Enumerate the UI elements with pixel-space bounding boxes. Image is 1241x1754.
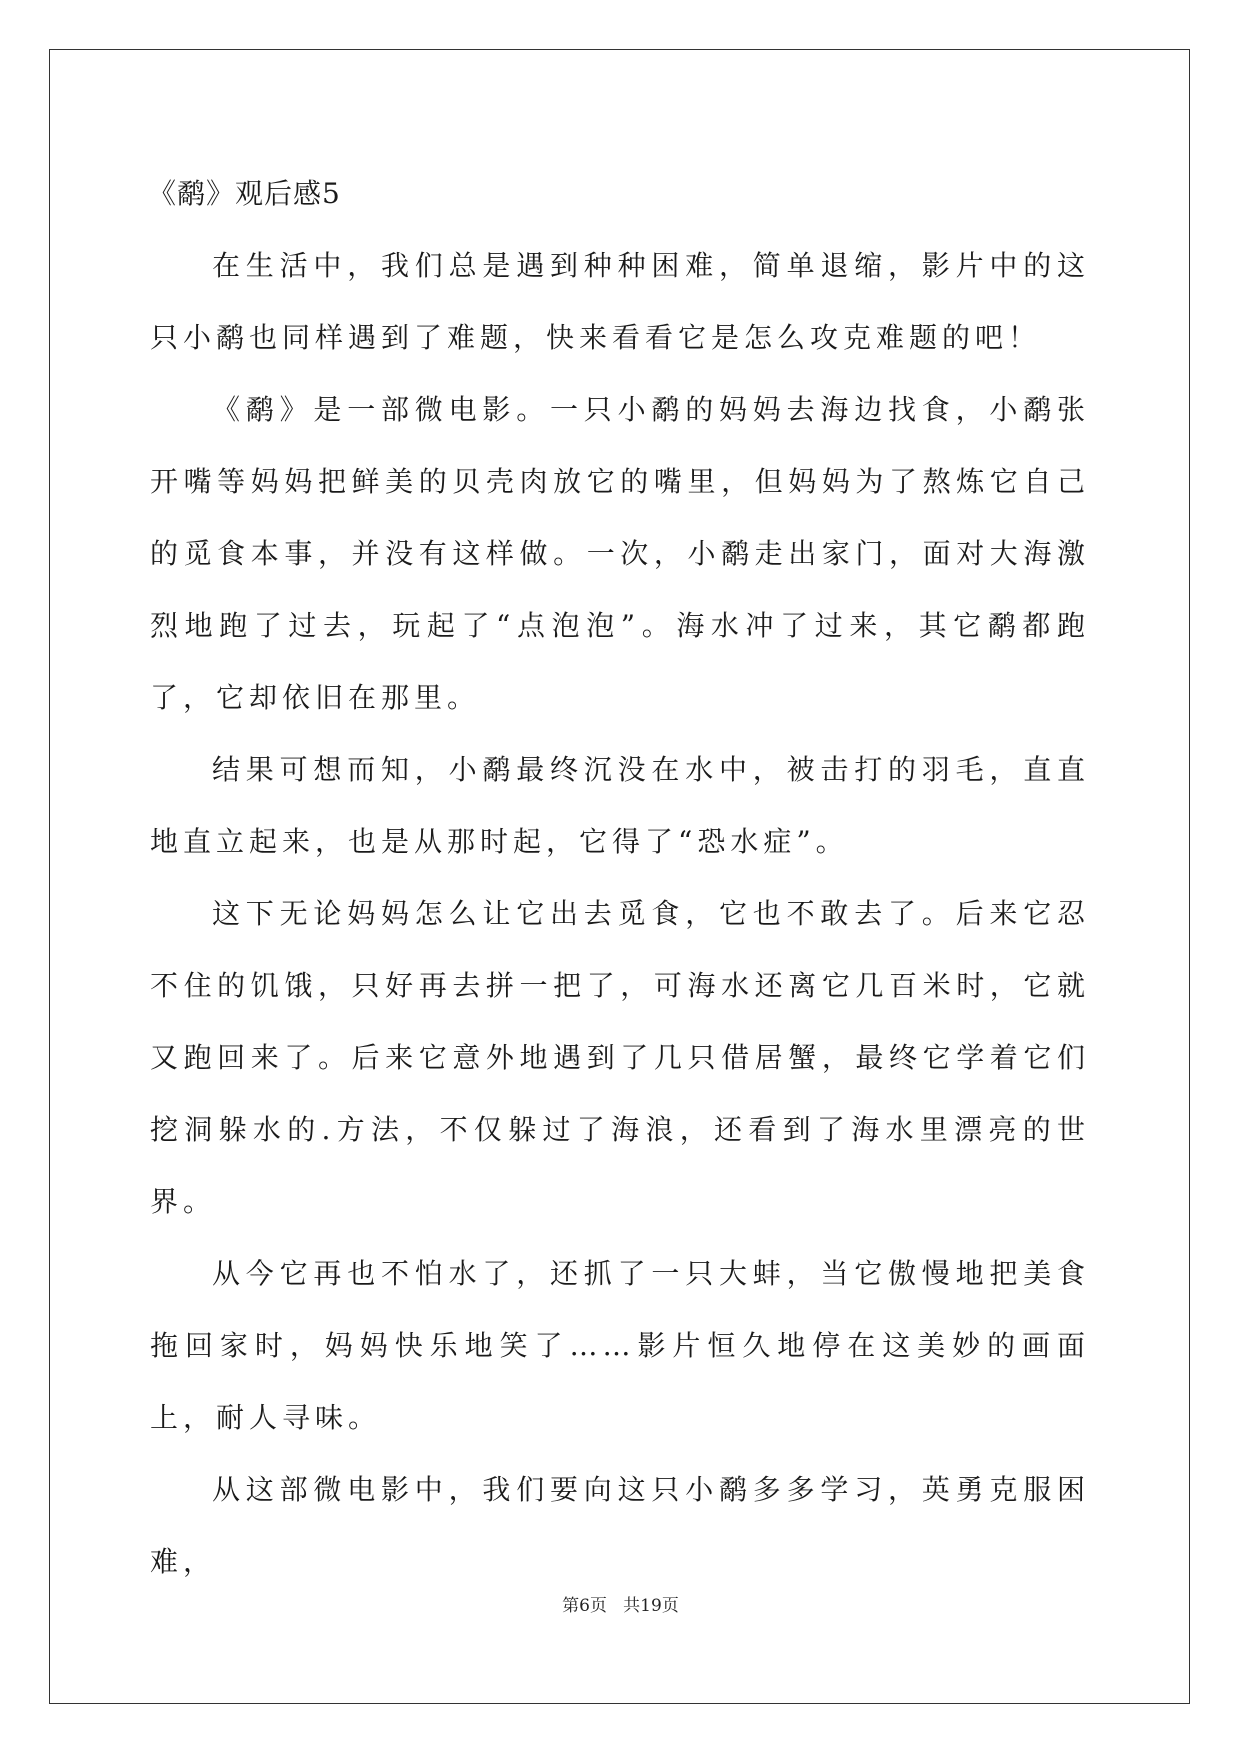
- page-number-footer: 第6页 共19页: [562, 1596, 679, 1616]
- paragraph-3: 结果可想而知，小鹬最终沉没在水中，被击打的羽毛，直直地直立起来，也是从那时起，它得了“恐水症”。: [150, 753, 1090, 858]
- paragraph-6: 从这部微电影中，我们要向这只小鹬多多学习，英勇克服困难，: [150, 1473, 1090, 1578]
- document-body: [150, 158, 1090, 1598]
- paragraph-2: 《鹬》是一部微电影。一只小鹬的妈妈去海边找食，小鹬张开嘴等妈妈把鲜美的贝壳肉放它的嘴里，但妈妈为了熬炼它自己的觅食本事，并没有这样做。一次，小鹬走出家门，面对大海激烈地跑了过去，玩起了“点泡泡”。海水冲了过来，其它鹬都跑了，它却依旧在那里。: [150, 393, 1090, 714]
- paragraph-4: 这下无论妈妈怎么让它出去觅食，它也不敢去了。后来它忍不住的饥饿，只好再去拼一把了，可海水还离它几百米时，它就又跑回来了。后来它意外地遇到了几只借居蟹，最终它学着它们挖洞躲水的.方法，不仅躲过了海浪，还看到了海水里漂亮的世界。: [150, 897, 1090, 1218]
- paragraph-5: 从今它再也不怕水了，还抓了一只大蚌，当它傲慢地把美食拖回家时，妈妈快乐地笑了……影片恒久地停在这美妙的画面上，耐人寻味。: [150, 1257, 1090, 1434]
- paragraph-1: 在生活中，我们总是遇到种种困难，简单退缩，影片中的这只小鹬也同样遇到了难题，快来看看它是怎么攻克难题的吧！: [150, 249, 1090, 354]
- document-title: 《鹬》观后感5: [148, 177, 341, 210]
